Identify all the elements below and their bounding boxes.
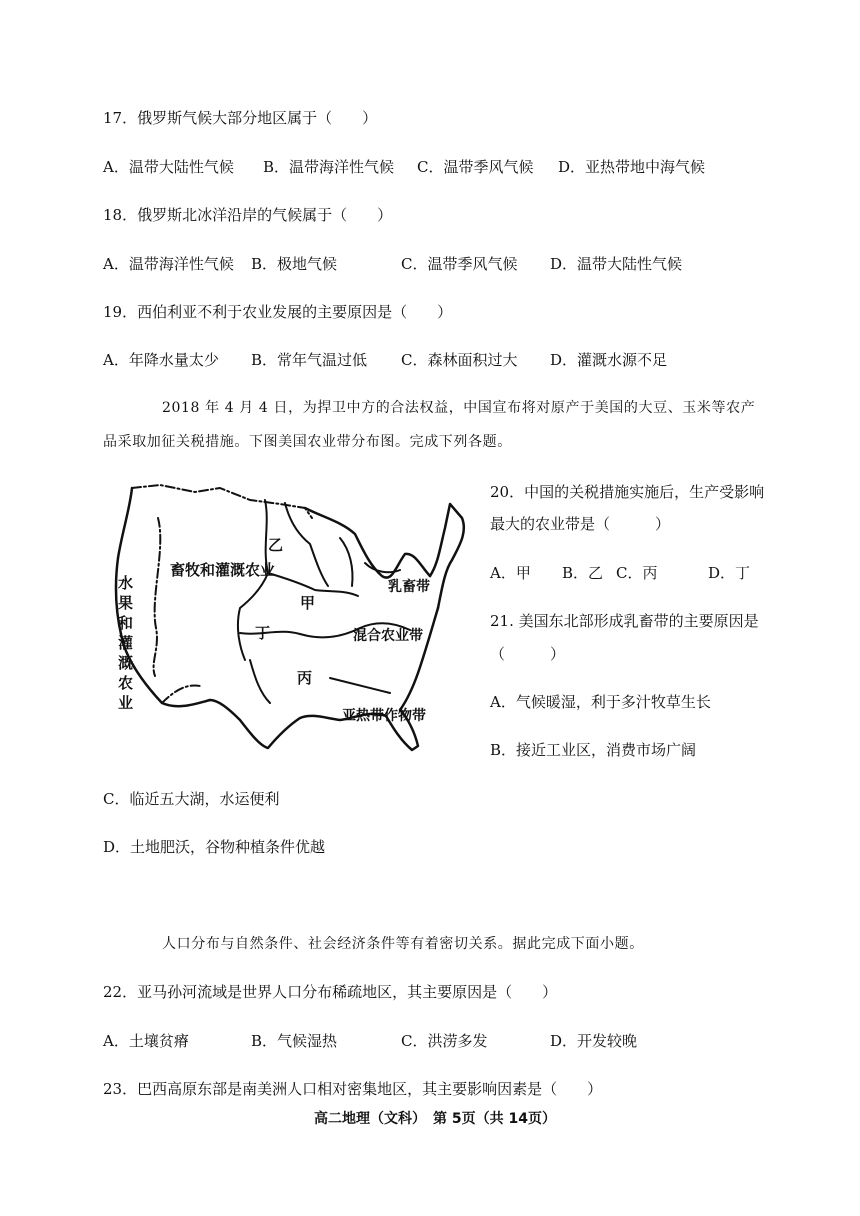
option-c: C．丙 xyxy=(616,564,658,582)
intro-paragraph-2: 人口分布与自然条件、社会经济条件等有着密切关系。据此完成下面小题。 xyxy=(162,936,644,952)
option-a: A．温带大陆性气候 xyxy=(103,158,234,176)
map-label-fruit-6: 农 xyxy=(118,674,134,692)
option-c: C．森林面积过大 xyxy=(401,351,518,369)
option-d: D．灌溉水源不足 xyxy=(550,351,668,369)
question-22-stem: 22．亚马孙河流域是世界人口分布稀疏地区，其主要原因是（ ） xyxy=(103,983,558,1001)
intro-paragraph-line-1: 2018 年 4 月 4 日，为捍卫中方的合法权益，中国宣布将对原产于美国的大豆、玉米等农产 xyxy=(162,400,756,416)
intro-paragraph-line-2: 品采取加征关税措施。下图美国农业带分布图。完成下列各题。 xyxy=(103,434,512,450)
option-d: D．温带大陆性气候 xyxy=(550,255,683,273)
map-label-livestock-irrigation: 畜牧和灌溉农业 xyxy=(170,561,276,579)
map-label-mixed-belt: 混合农业带 xyxy=(353,628,423,644)
option-a: A．甲 xyxy=(490,564,531,582)
question-21-option-b: B．接近工业区，消费市场广阔 xyxy=(490,741,697,759)
map-label-subtropical-belt: 亚热带作物带 xyxy=(342,708,426,724)
wheat-boundary xyxy=(250,660,270,703)
map-label-fruit-7: 业 xyxy=(118,694,134,712)
option-b: B．气候湿热 xyxy=(251,1032,338,1050)
option-c: C．洪涝多发 xyxy=(401,1032,488,1050)
question-23-stem: 23．巴西高原东部是南美洲人口相对密集地区，其主要影响因素是（ ） xyxy=(103,1080,603,1098)
question-21-option-c: C．临近五大湖，水运便利 xyxy=(103,790,280,808)
option-b: B．温带海洋性气候 xyxy=(263,158,395,176)
option-c: C．温带季风气候 xyxy=(417,158,534,176)
option-d: D．丁 xyxy=(708,564,751,582)
page-footer: 高二地理（文科） 第 5页（共 14页） xyxy=(314,1111,556,1127)
map-label-fruit-3: 和 xyxy=(118,614,134,632)
option-d: D．亚热带地中海气候 xyxy=(558,158,706,176)
northeast-coast xyxy=(430,504,464,608)
mexico-border xyxy=(162,685,200,703)
corn-belt-boundary xyxy=(268,573,358,596)
question-20-stem-line-1: 20．中国的关税措施实施后，生产受影响 xyxy=(490,483,765,501)
option-a: A．年降水量太少 xyxy=(103,351,219,369)
option-a: A．温带海洋性气候 xyxy=(103,255,234,273)
question-21-option-d: D．土地肥沃，谷物种植条件优越 xyxy=(103,838,326,856)
us-agriculture-belts-map xyxy=(100,478,480,758)
map-label-fruit-1: 水 xyxy=(118,574,134,592)
option-d: D．开发较晚 xyxy=(550,1032,638,1050)
option-c: C．温带季风气候 xyxy=(401,255,518,273)
north-border xyxy=(132,485,312,518)
question-20-stem-line-2: 最大的农业带是（ ） xyxy=(490,515,671,533)
subtropical-boundary xyxy=(330,678,390,693)
question-21-option-a: A．气候暖湿，利于多汁牧草生长 xyxy=(490,693,711,711)
fruit-region-boundary xyxy=(154,518,161,676)
question-19-stem: 19．西伯利亚不利于农业发展的主要原因是（ ） xyxy=(103,303,453,321)
option-b: B．极地气候 xyxy=(251,255,338,273)
map-label-yi: 乙 xyxy=(268,536,284,554)
option-a: A．土壤贫瘠 xyxy=(103,1032,189,1050)
map-label-fruit-5: 溉 xyxy=(118,654,134,672)
question-18-stem: 18．俄罗斯北冰洋沿岸的气候属于（ ） xyxy=(103,206,393,224)
map-label-dairy-belt: 乳畜带 xyxy=(388,579,430,595)
map-label-bing: 丙 xyxy=(297,669,313,687)
map-label-ding: 丁 xyxy=(255,624,271,642)
question-17-stem: 17．俄罗斯气候大部分地区属于（ ） xyxy=(103,109,378,127)
great-lakes-outline xyxy=(305,508,430,578)
option-b: B．乙 xyxy=(562,564,604,582)
map-label-fruit-2: 果 xyxy=(118,594,134,612)
option-b: B．常年气温过低 xyxy=(251,351,368,369)
lake-michigan xyxy=(340,538,353,586)
map-label-jia: 甲 xyxy=(300,594,316,612)
question-21-stem-line-2: （ ） xyxy=(490,645,566,663)
question-21-stem-line-1: 21. 美国东北部形成乳畜带的主要原因是 xyxy=(490,612,759,630)
map-label-fruit-4: 灌 xyxy=(118,634,134,652)
